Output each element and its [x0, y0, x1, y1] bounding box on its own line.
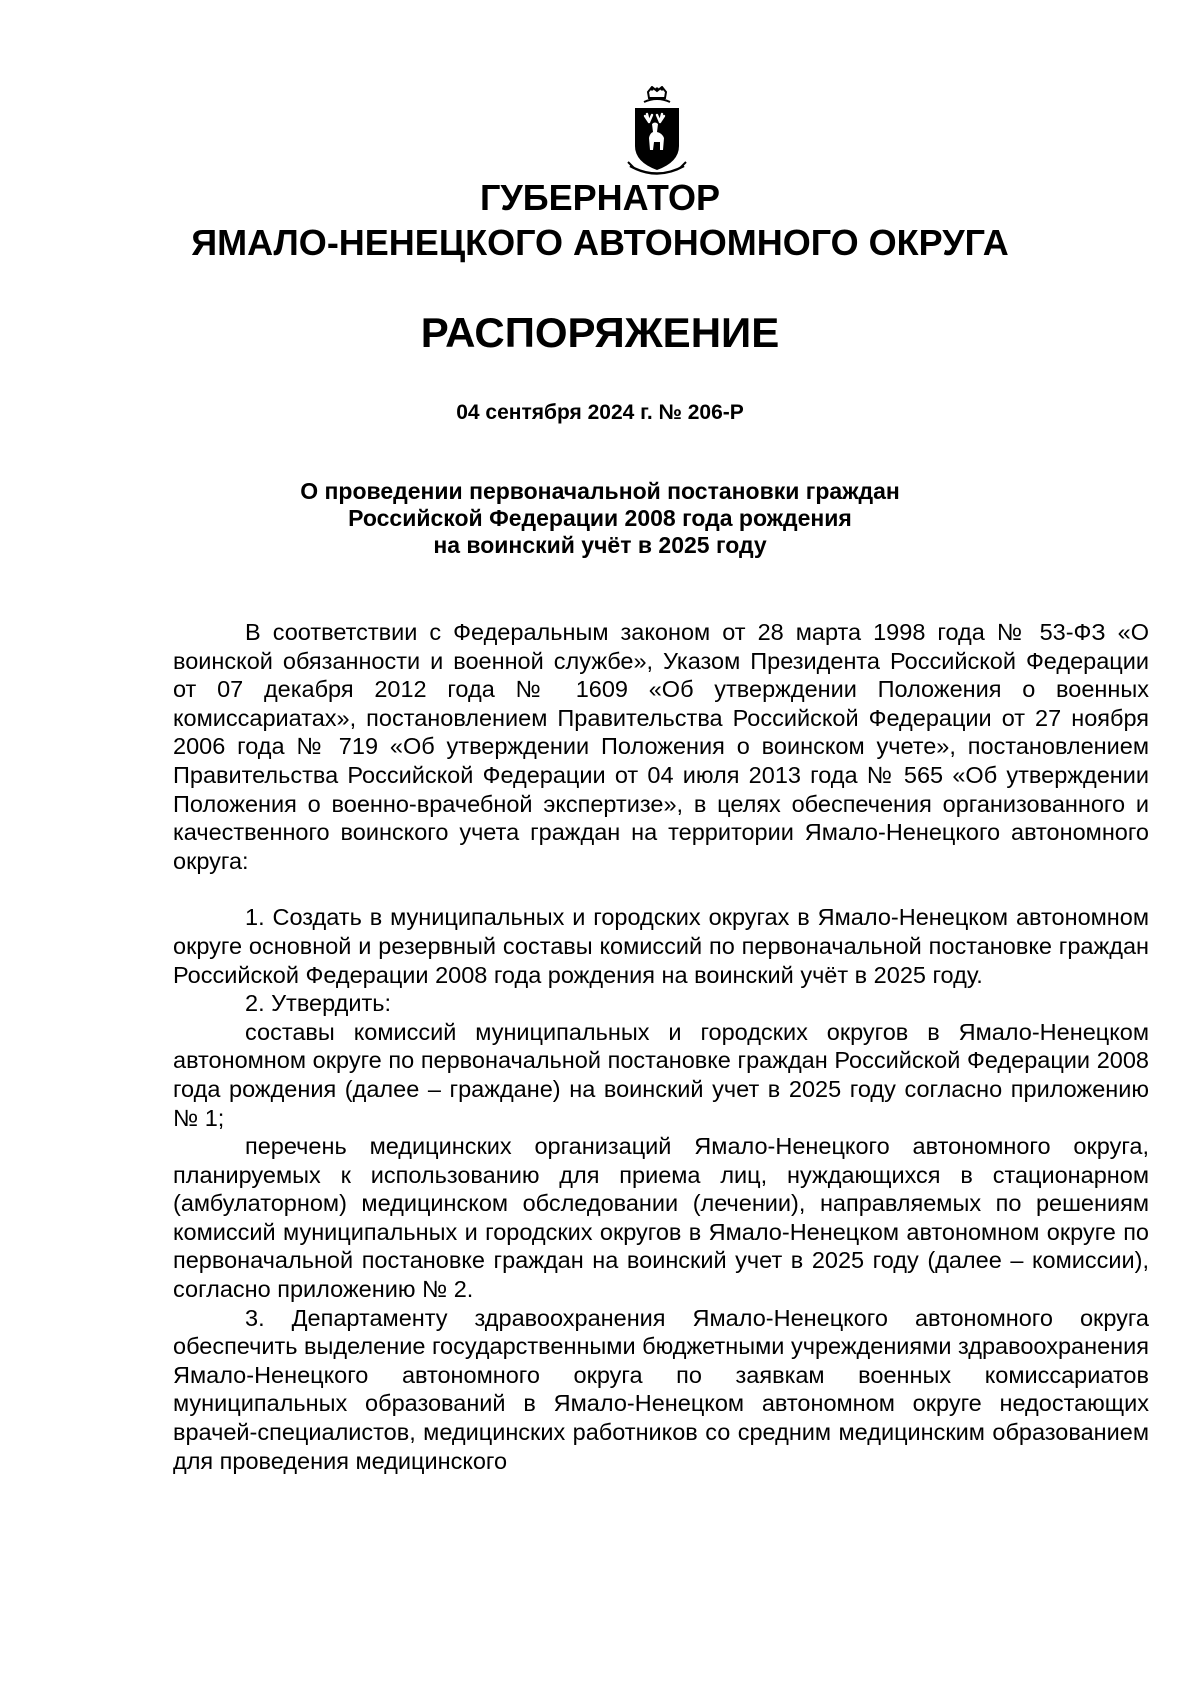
coat-of-arms-emblem	[626, 86, 688, 178]
item-2a-paragraph: составы комиссий муниципальных и городских округов в Ямало-Ненецком автономном округе по первоначальной постановке граждан Российской Федерации 2008 года рождения (далее – граждане) на воинский учет в 2025 году согласно приложению № 1;	[173, 1018, 1149, 1131]
subject-line-1: О проведении первоначальной постановки граждан	[300, 478, 900, 504]
authority-title-line2: ЯМАЛО-НЕНЕЦКОГО АВТОНОМНОГО ОКРУГА	[191, 222, 1009, 263]
document-date-number: 04 сентября 2024 г. № 206-Р	[456, 401, 744, 424]
item-1-paragraph: 1. Создать в муниципальных и городских округах в Ямало-Ненецком автономном округе основной и резервный составы комиссий по первоначальной постановке граждан Российской Федерации 2008 года рождения на воинский учёт в 2025 году.	[173, 904, 1149, 988]
item-2b-paragraph: перечень медицинских организаций Ямало-Ненецкого автономного округа, планируемых к использованию для приема лиц, нуждающихся в стационарном (амбулаторном) медицинском обследовании (лечении), направляемых по решениям комиссий муниципальных и городских округов в Ямало-Ненецком автономном округе по первоначальной постановке граждан на воинский учет в 2025 году (далее – комиссии), согласно приложению № 2.	[173, 1133, 1149, 1303]
document-body	[173, 618, 1149, 1475]
preamble-paragraph: В соответствии с Федеральным законом от 28 марта 1998 года № 53-ФЗ «О воинской обязанности и военной службе», Указом Президента Российской Федерации от 07 декабря 2012 года № 1609 «Об утверждении Положения о военных комиссариатах», постановлением Правительства Российской Федерации от 27 ноября 2006 года № 719 «Об утверждении Положения о воинском учете», постановлением Правительства Российской Федерации от 04 июля 2013 года № 565 «Об утверждении Положения о военно-врачебной экспертизе», в целях обеспечения организованного и качественного воинского учета граждан на территории Ямало-Ненецкого автономного округа:	[173, 619, 1149, 874]
coat-of-arms-icon	[626, 86, 688, 178]
authority-title-line1: ГУБЕРНАТОР	[479, 177, 720, 218]
document-type-title: РАСПОРЯЖЕНИЕ	[420, 309, 780, 356]
item-3-paragraph: 3. Департаменту здравоохранения Ямало-Ненецкого автономного округа обеспечить выделение государственными бюджетными учреждениями здравоохранения Ямало-Ненецкого автономного округа по заявкам военных комиссариатов муниципальных образований в Ямало-Ненецком автономном округе недостающих врачей-специалистов, медицинских работников со средним медицинским образованием для проведения медицинского	[173, 1304, 1149, 1474]
subject-line-2: Российской Федерации 2008 года рождения	[348, 505, 852, 531]
paragraph-gap	[173, 875, 1149, 903]
document-subject	[0, 478, 1200, 559]
subject-line-3: на воинский учёт в 2025 году	[433, 532, 767, 558]
item-2-paragraph: 2. Утвердить:	[245, 990, 392, 1017]
